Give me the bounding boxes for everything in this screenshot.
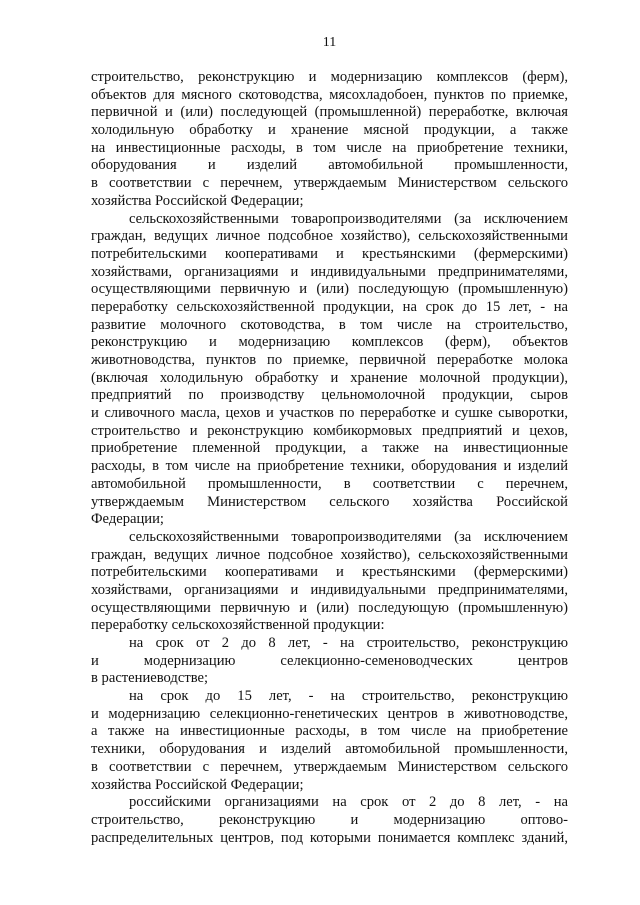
text-line: граждан, ведущих личное подсобное хозяйство), сельскохозяйственными (91, 546, 568, 563)
text-line: объектов для мясного скотоводства, мясохладобоен, пунктов по приемке, (91, 86, 568, 103)
text-line: Федерации; (91, 511, 164, 528)
text-line: осуществляющими первичную и (или) последующую (промышленную) (91, 599, 568, 616)
text-line: переработку сельскохозяйственной продукции: (91, 617, 385, 634)
text-line: хозяйствами, организациями и индивидуальными предпринимателями, (91, 263, 568, 280)
text-line: строительство, реконструкцию и модернизацию оптово- (91, 811, 568, 828)
text-line: переработку сельскохозяйственной продукции, на срок до 15 лет, - на (91, 298, 568, 315)
text-line: хозяйства Российской Федерации; (91, 776, 304, 793)
text-line: автомобильной промышленности, в соответствии с перечнем, (91, 475, 568, 492)
text-line: потребительскими кооперативами и крестьянскими (фермерскими) (91, 245, 568, 262)
text-line: российскими организациями на срок от 2 до 8 лет, - на (129, 794, 568, 811)
text-line: на срок до 15 лет, - на строительство, реконструкцию (129, 688, 568, 705)
text-line: и модернизацию селекционно-семеноводческих центров (91, 652, 568, 669)
page-number: 11 (322, 35, 337, 50)
text-line: граждан, ведущих личное подсобное хозяйство), сельскохозяйственными (91, 228, 568, 245)
text-line: расходы, в том числе на приобретение техники, оборудования и изделий (91, 458, 568, 475)
text-line: реконструкцию и модернизацию комплексов (ферм), объектов (91, 334, 568, 351)
text-line: утверждаемым Министерством сельского хозяйства Российской (91, 493, 568, 510)
text-line: распределительных центров, под которыми понимается комплекс зданий, (91, 829, 568, 846)
text-line: техники, оборудования и изделий автомобильной промышленности, (91, 741, 568, 758)
text-line: (включая холодильную обработку и хранение молочной продукции), (91, 369, 568, 386)
text-line: хозяйства Российской Федерации; (91, 192, 304, 209)
text-line: приобретение племенной продукции, а также на инвестиционные (91, 440, 568, 457)
text-line: хозяйствами, организациями и индивидуальными предпринимателями, (91, 581, 568, 598)
body-text (91, 69, 568, 847)
text-line: на инвестиционные расходы, в том числе на приобретение техники, (91, 139, 568, 156)
text-line: первичной и (или) последующей (промышленной) переработке, включая (91, 104, 568, 121)
text-line: развитие молочного скотоводства, в том числе на строительство, (91, 316, 568, 333)
text-line: а также на инвестиционные расходы, в том числе на приобретение (91, 723, 568, 740)
text-line: сельскохозяйственными товаропроизводителями (за исключением (129, 528, 568, 545)
text-line: строительство, реконструкцию и модернизацию комплексов (ферм), (91, 69, 568, 85)
text-line: осуществляющими первичную и (или) последующую (промышленную) (91, 281, 568, 298)
text-line: строительство и реконструкцию комбикормовых предприятий и цехов, (91, 422, 568, 439)
text-line: в растениеводстве; (91, 670, 209, 687)
text-line: и модернизацию селекционно-генетических центров в животноводстве, (91, 705, 568, 722)
text-line: в соответствии с перечнем, утверждаемым Министерством сельского (91, 758, 568, 775)
text-line: на срок от 2 до 8 лет, - на строительство, реконструкцию (129, 635, 568, 651)
text-line: в соответствии с перечнем, утверждаемым Министерством сельского (91, 175, 568, 192)
text-line: и сливочного масла, цехов и участков по переработке и сушке сыворотки, (91, 405, 568, 422)
text-line: предприятий по производству цельномолочной продукции, сыров (91, 387, 568, 404)
text-line: холодильную обработку и хранение мясной продукции, а также (91, 122, 568, 139)
text-line: сельскохозяйственными товаропроизводителями (за исключением (129, 210, 568, 227)
text-line: потребительскими кооперативами и крестьянскими (фермерскими) (91, 564, 568, 581)
text-line: оборудования и изделий автомобильной промышленности, (91, 157, 568, 174)
text-line: животноводства, пунктов по приемке, первичной переработке молока (91, 352, 568, 368)
